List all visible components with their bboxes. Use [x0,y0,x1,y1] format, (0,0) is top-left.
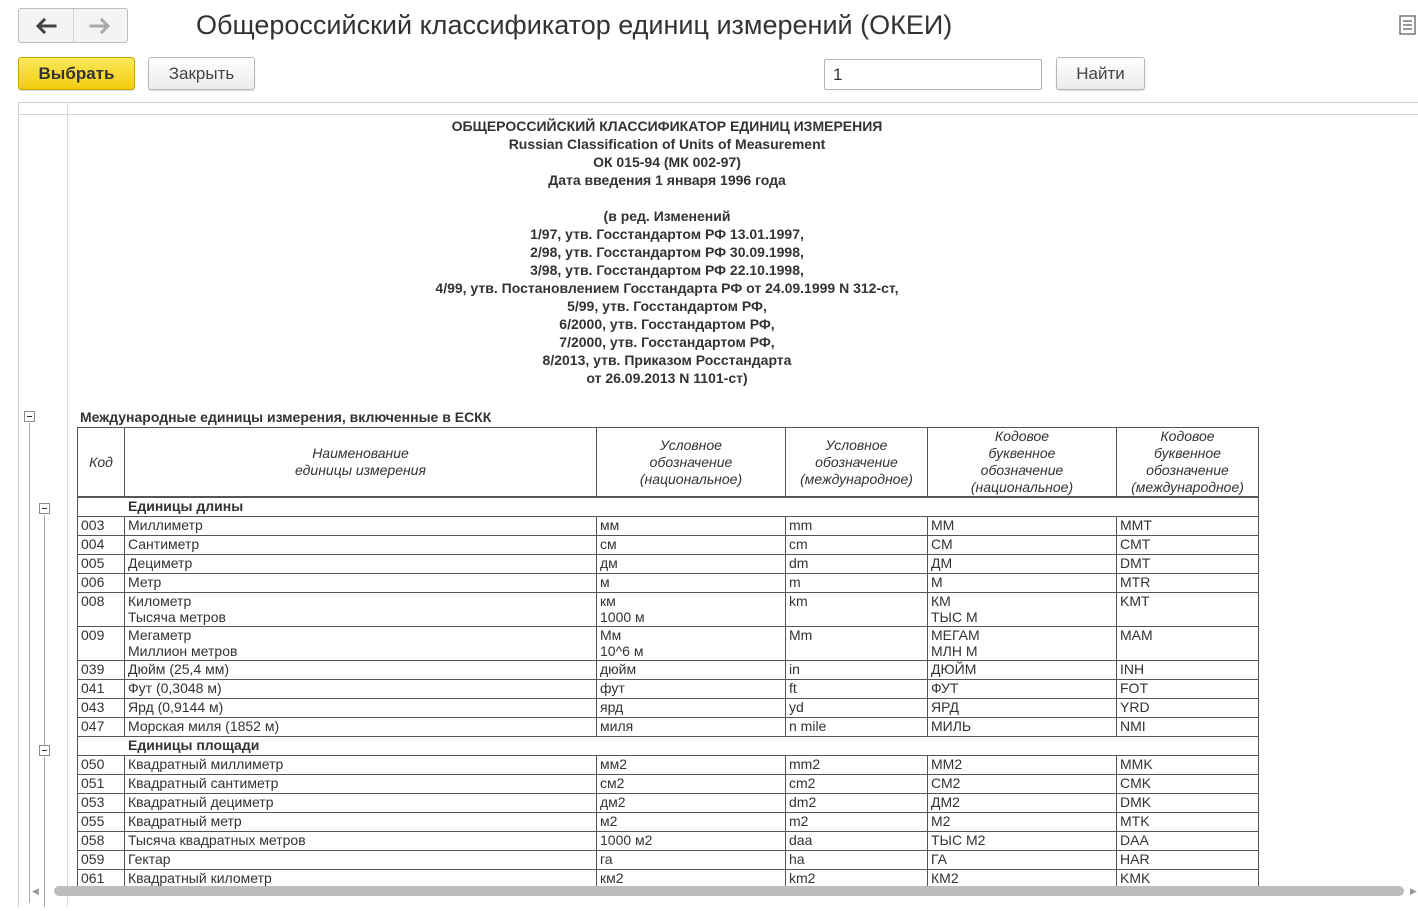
search-input[interactable] [824,59,1042,90]
table-cell[interactable]: Квадратный дециметр [125,794,597,813]
table-cell[interactable]: мм [597,517,786,536]
column-header: Условное обозначение (международное) [786,428,928,498]
table-cell[interactable]: 043 [78,699,125,718]
table-row[interactable] [78,536,1259,555]
header-line: (в ред. Изменений [603,208,731,224]
table-cell[interactable]: 041 [78,680,125,699]
table-cell[interactable]: М [928,574,1117,593]
table-cell[interactable]: 039 [78,661,125,680]
forward-button[interactable] [73,9,128,42]
table-cell[interactable]: КМ2 [928,870,1117,889]
gutter-divider [19,114,1418,115]
table-cell[interactable]: KMT [1117,593,1259,627]
table-cell[interactable]: Мм 10^6 м [597,627,786,661]
table-cell[interactable]: фут [597,680,786,699]
table-cell[interactable]: м [597,574,786,593]
table-cell[interactable]: ФУТ [928,680,1117,699]
outline-tree-line [29,423,30,903]
table-cell[interactable]: ft [786,680,928,699]
table-cell[interactable]: СМ2 [928,775,1117,794]
table-cell[interactable]: YRD [1117,699,1259,718]
window-title: Общероссийский классификатор единиц измерений (ОКЕИ) [196,10,953,40]
table-cell[interactable]: КМ ТЫС М [928,593,1117,627]
table-cell[interactable]: 008 [78,593,125,627]
find-button[interactable]: Найти [1056,57,1145,90]
table-cell[interactable]: Mm [786,627,928,661]
table-cell[interactable]: ММ [928,517,1117,536]
table-cell[interactable]: км2 [597,870,786,889]
table-row[interactable] [78,680,1259,699]
group-title: Единицы длины [78,497,1259,517]
table-body [78,497,1259,889]
table-cell[interactable]: Гектар [125,851,597,870]
table-cell[interactable]: см2 [597,775,786,794]
table-row[interactable] [78,517,1259,536]
units-table [77,427,1259,889]
table-row[interactable] [78,718,1259,737]
table-cell[interactable]: 047 [78,718,125,737]
spreadsheet-document[interactable] [18,102,1418,907]
table-header-row [78,428,1259,498]
table-cell[interactable]: ДЮЙМ [928,661,1117,680]
horizontal-scrollbar[interactable] [18,883,1418,899]
table-cell[interactable]: 053 [78,794,125,813]
table-cell[interactable]: ГА [928,851,1117,870]
group-row [78,737,1259,756]
table-cell[interactable]: mm [786,517,928,536]
table-row[interactable] [78,699,1259,718]
column-header: Код [78,428,125,498]
table-cell[interactable]: Сантиметр [125,536,597,555]
scroll-left-icon[interactable]: ◀ [32,886,39,896]
document-header [77,117,1257,387]
table-cell[interactable]: MAM [1117,627,1259,661]
table-cell[interactable]: мм2 [597,756,786,775]
column-header: Кодовое буквенное обозначение (международное) [1117,428,1259,498]
table-cell[interactable]: дюйм [597,661,786,680]
header-line: 5/99, утв. Госстандартом РФ, [567,298,767,314]
header-line: 2/98, утв. Госстандартом РФ 30.09.1998, [530,244,804,260]
table-cell[interactable]: 055 [78,813,125,832]
table-cell[interactable]: MTR [1117,574,1259,593]
header-line: Дата введения 1 января 1996 года [548,172,786,188]
outline-tree-line [44,515,45,753]
scrollbar-thumb[interactable] [54,886,1404,896]
table-cell[interactable]: см [597,536,786,555]
table-cell[interactable]: 003 [78,517,125,536]
table-cell[interactable]: mm2 [786,756,928,775]
table-cell[interactable]: Дециметр [125,555,597,574]
table-cell[interactable]: МИЛЬ [928,718,1117,737]
table-cell[interactable]: ha [786,851,928,870]
table-cell[interactable]: MMT [1117,517,1259,536]
table-cell[interactable]: in [786,661,928,680]
header-line: 6/2000, утв. Госстандартом РФ, [559,316,775,332]
table-cell[interactable]: Морская миля (1852 м) [125,718,597,737]
table-cell[interactable]: KMK [1117,870,1259,889]
table-row[interactable] [78,832,1259,851]
table-row[interactable] [78,593,1259,627]
select-button[interactable]: Выбрать [18,57,135,90]
header-line: 3/98, утв. Госстандартом РФ 22.10.1998, [530,262,804,278]
table-cell[interactable]: ДМ [928,555,1117,574]
table-cell[interactable]: m [786,574,928,593]
table-cell[interactable]: ярд [597,699,786,718]
table-cell[interactable]: М2 [928,813,1117,832]
table-cell[interactable]: ММ2 [928,756,1117,775]
collapse-group-area-toggle[interactable] [39,745,50,756]
table-cell[interactable]: FOT [1117,680,1259,699]
table-cell[interactable]: 004 [78,536,125,555]
table-cell[interactable]: Мегаметр Миллион метров [125,627,597,661]
table-cell[interactable]: NMI [1117,718,1259,737]
table-row[interactable] [78,851,1259,870]
table-row[interactable] [78,661,1259,680]
table-cell[interactable]: Миллиметр [125,517,597,536]
list-menu-icon [1399,15,1418,35]
table-row[interactable] [78,813,1259,832]
table-cell[interactable]: СМ [928,536,1117,555]
table-cell[interactable]: DAA [1117,832,1259,851]
table-cell[interactable]: Квадратный миллиметр [125,756,597,775]
table-cell[interactable]: 061 [78,870,125,889]
column-header: Условное обозначение (национальное) [597,428,786,498]
header-line [77,189,1257,207]
collapse-group-length-toggle[interactable] [39,503,50,514]
table-cell[interactable]: Ярд (0,9144 м) [125,699,597,718]
header-line: 1/97, утв. Госстандартом РФ 13.01.1997, [530,226,804,242]
table-cell[interactable]: cm2 [786,775,928,794]
header-line: ОК 015-94 (МК 002-97) [593,154,741,170]
arrow-left-icon [35,18,57,34]
table-cell[interactable]: 051 [78,775,125,794]
column-header: Кодовое буквенное обозначение (национальное) [928,428,1117,498]
table-row[interactable] [78,756,1259,775]
table-cell[interactable]: yd [786,699,928,718]
table-cell[interactable]: MTK [1117,813,1259,832]
table-cell[interactable]: Тысяча квадратных метров [125,832,597,851]
table-cell[interactable]: Квадратный километр [125,870,597,889]
table-row[interactable] [78,627,1259,661]
table-cell[interactable]: CMK [1117,775,1259,794]
table-cell[interactable]: MMK [1117,756,1259,775]
table-cell[interactable]: 058 [78,832,125,851]
table-cell[interactable]: n mile [786,718,928,737]
table-cell[interactable]: dm [786,555,928,574]
table-cell[interactable]: Дюйм (25,4 мм) [125,661,597,680]
scroll-right-icon[interactable]: ▶ [1410,886,1417,896]
table-row[interactable] [78,794,1259,813]
table-cell[interactable]: Фут (0,3048 м) [125,680,597,699]
table-cell[interactable]: миля [597,718,786,737]
table-cell[interactable]: CMT [1117,536,1259,555]
section-title: Международные единицы измерения, включенные в ЕСКК [80,409,492,425]
close-button[interactable]: Закрыть [148,57,255,90]
header-line: от 26.09.2013 N 1101-ст) [586,370,748,386]
table-cell[interactable]: га [597,851,786,870]
header-line: ОБЩЕРОССИЙСКИЙ КЛАССИФИКАТОР ЕДИНИЦ ИЗМЕРЕНИЯ [451,118,883,134]
table-cell[interactable]: 005 [78,555,125,574]
table-cell[interactable]: cm [786,536,928,555]
more-actions-button[interactable] [1399,15,1418,40]
table-cell[interactable]: ДМ2 [928,794,1117,813]
table-cell[interactable]: dm2 [786,794,928,813]
table-cell[interactable]: км 1000 м [597,593,786,627]
table-cell[interactable]: 050 [78,756,125,775]
back-button[interactable] [19,9,73,42]
table-cell[interactable]: дм2 [597,794,786,813]
table-row[interactable] [78,775,1259,794]
table-cell[interactable]: Метр [125,574,597,593]
gutter-divider [67,103,68,907]
table-row[interactable] [78,574,1259,593]
table-cell[interactable]: km2 [786,870,928,889]
header-line: Russian Classification of Units of Measurement [508,136,826,152]
table-cell[interactable]: м2 [597,813,786,832]
table-cell[interactable]: ЯРД [928,699,1117,718]
table-cell[interactable]: Квадратный сантиметр [125,775,597,794]
table-cell[interactable]: km [786,593,928,627]
table-cell[interactable]: МЕГАМ МЛН М [928,627,1117,661]
table-cell[interactable]: Километр Тысяча метров [125,593,597,627]
table-cell[interactable]: Квадратный метр [125,813,597,832]
table-cell[interactable]: 006 [78,574,125,593]
table-row[interactable] [78,555,1259,574]
table-cell[interactable]: daa [786,832,928,851]
collapse-section-toggle[interactable] [24,411,35,422]
table-cell[interactable]: 009 [78,627,125,661]
group-row [78,497,1259,517]
table-cell[interactable]: m2 [786,813,928,832]
column-header: Наименование единицы измерения [125,428,597,498]
arrow-right-icon [89,18,111,34]
header-line: 4/99, утв. Постановлением Госстандарта РФ от 24.09.1999 N 312-ст, [435,280,899,296]
table-cell[interactable]: DMK [1117,794,1259,813]
table-cell[interactable]: ТЫС М2 [928,832,1117,851]
header-line: 8/2013, утв. Приказом Росстандарта [542,352,792,368]
table-cell[interactable]: дм [597,555,786,574]
group-title: Единицы площади [78,737,1259,756]
navigation-buttons [18,8,128,43]
table-cell[interactable]: 059 [78,851,125,870]
table-cell[interactable]: DMT [1117,555,1259,574]
table-cell[interactable]: 1000 м2 [597,832,786,851]
table-cell[interactable]: HAR [1117,851,1259,870]
table-cell[interactable]: INH [1117,661,1259,680]
header-line: 7/2000, утв. Госстандартом РФ, [559,334,775,350]
